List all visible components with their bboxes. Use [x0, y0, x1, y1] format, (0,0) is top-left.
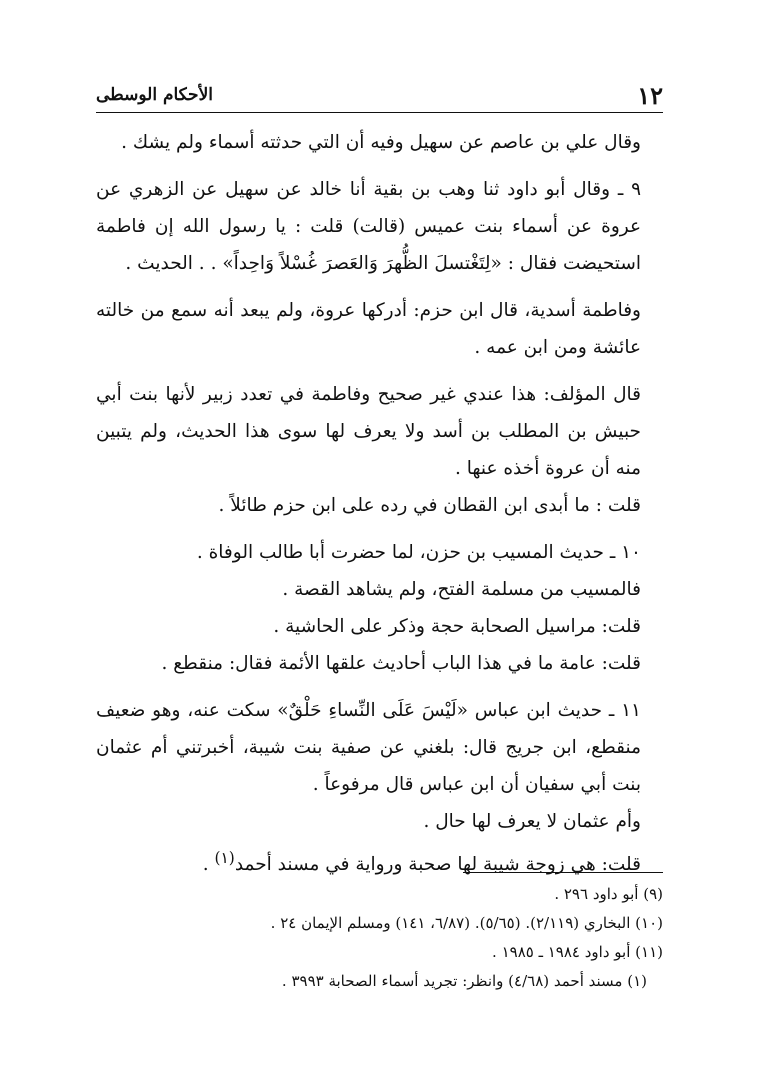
paragraph: فالمسيب من مسلمة الفتح، ولم يشاهد القصة . [282, 579, 641, 600]
header-rule [96, 112, 663, 113]
paragraph: قلت: مراسيل الصحابة حجة وذكر على الحاشية . [273, 616, 641, 637]
running-title: الأحكام الوسطى [96, 85, 213, 105]
author-comment-paragraph: قال المؤلف: هذا عندي غير صحيح وفاطمة في تعدد زبير لأنها بنت أبي حبيش بن المطلب بن أسد ولا يعرف لها سوى هذا الحديث، ولم يتبين منه أن عروة أخذه عنها . [96, 384, 641, 479]
paragraph: قلت: عامة ما في هذا الباب أحاديث علقها الأئمة فقال: منقطع . [161, 653, 641, 674]
paragraph [96, 840, 663, 883]
footnote: (٩) أبو داود ٢٩٦ . [554, 885, 663, 903]
footnote: (١) مسند أحمد (٤/٦٨) وانظر: تجريد أسماء الصحابة ٣٩٩٣ . [281, 972, 647, 990]
paragraph: وفاطمة أسدية، قال ابن حزم: أدركها عروة، ولم يبعد أنه سمع من خالته عائشة ومن ابن عمه . [96, 300, 641, 358]
hadith-11-paragraph: ١١ ـ حديث ابن عباس «لَيْسَ عَلَى النِّساءِ حَلْقٌ» سكت عنه، وهو ضعيف منقطع، ابن جريج قال: بلغني عن صفية بنت شيبة، أخبرتني أم عثمان بنت أبي سفيان أن ابن عباس قال مرفوعاً . [96, 700, 641, 795]
footnotes [96, 880, 663, 996]
footnote: (١١) أبو داود ١٩٨٤ ـ ١٩٨٥ . [492, 943, 663, 961]
footnote: (١٠) البخاري (٢/١١٩). (٥/٦٥). (٦/٨٧، ١٤١) ومسلم الإيمان ٢٤ . [270, 914, 663, 932]
hadith-9-paragraph: ٩ ـ وقال أبو داود ثنا وهب بن بقية أنا خالد عن سهيل عن الزهري عن عروة عن أسماء بنت عميس (قالت) قلت : يا رسول الله إن فاطمة استحيضت فقال : «لِتَغْتسلَ الظُّهرَ وَالعَصرَ غُسْلاً وَاحِداً» . . الحديث . [96, 179, 641, 274]
main-text [96, 124, 663, 883]
paragraph-text: قلت: هي زوجة شيبة لها صحبة ورواية في مسند أحمد [234, 854, 641, 876]
hadith-10-paragraph: ١٠ ـ حديث المسيب بن حزن، لما حضرت أبا طالب الوفاة . [196, 542, 641, 563]
footnote-marker: (١) [214, 849, 235, 867]
page-header [96, 82, 663, 108]
paragraph-end: . [202, 854, 215, 876]
paragraph: قلت : ما أبدى ابن القطان في رده على ابن حزم طائلاً . [218, 495, 641, 516]
page-number: ١٢ [637, 80, 663, 110]
paragraph: وأم عثمان لا يعرف لها حال . [423, 811, 641, 832]
footnote-rule [463, 872, 663, 873]
paragraph: وقال علي بن عاصم عن سهيل وفيه أن التي حدثته أسماء ولم يشك . [121, 132, 641, 153]
